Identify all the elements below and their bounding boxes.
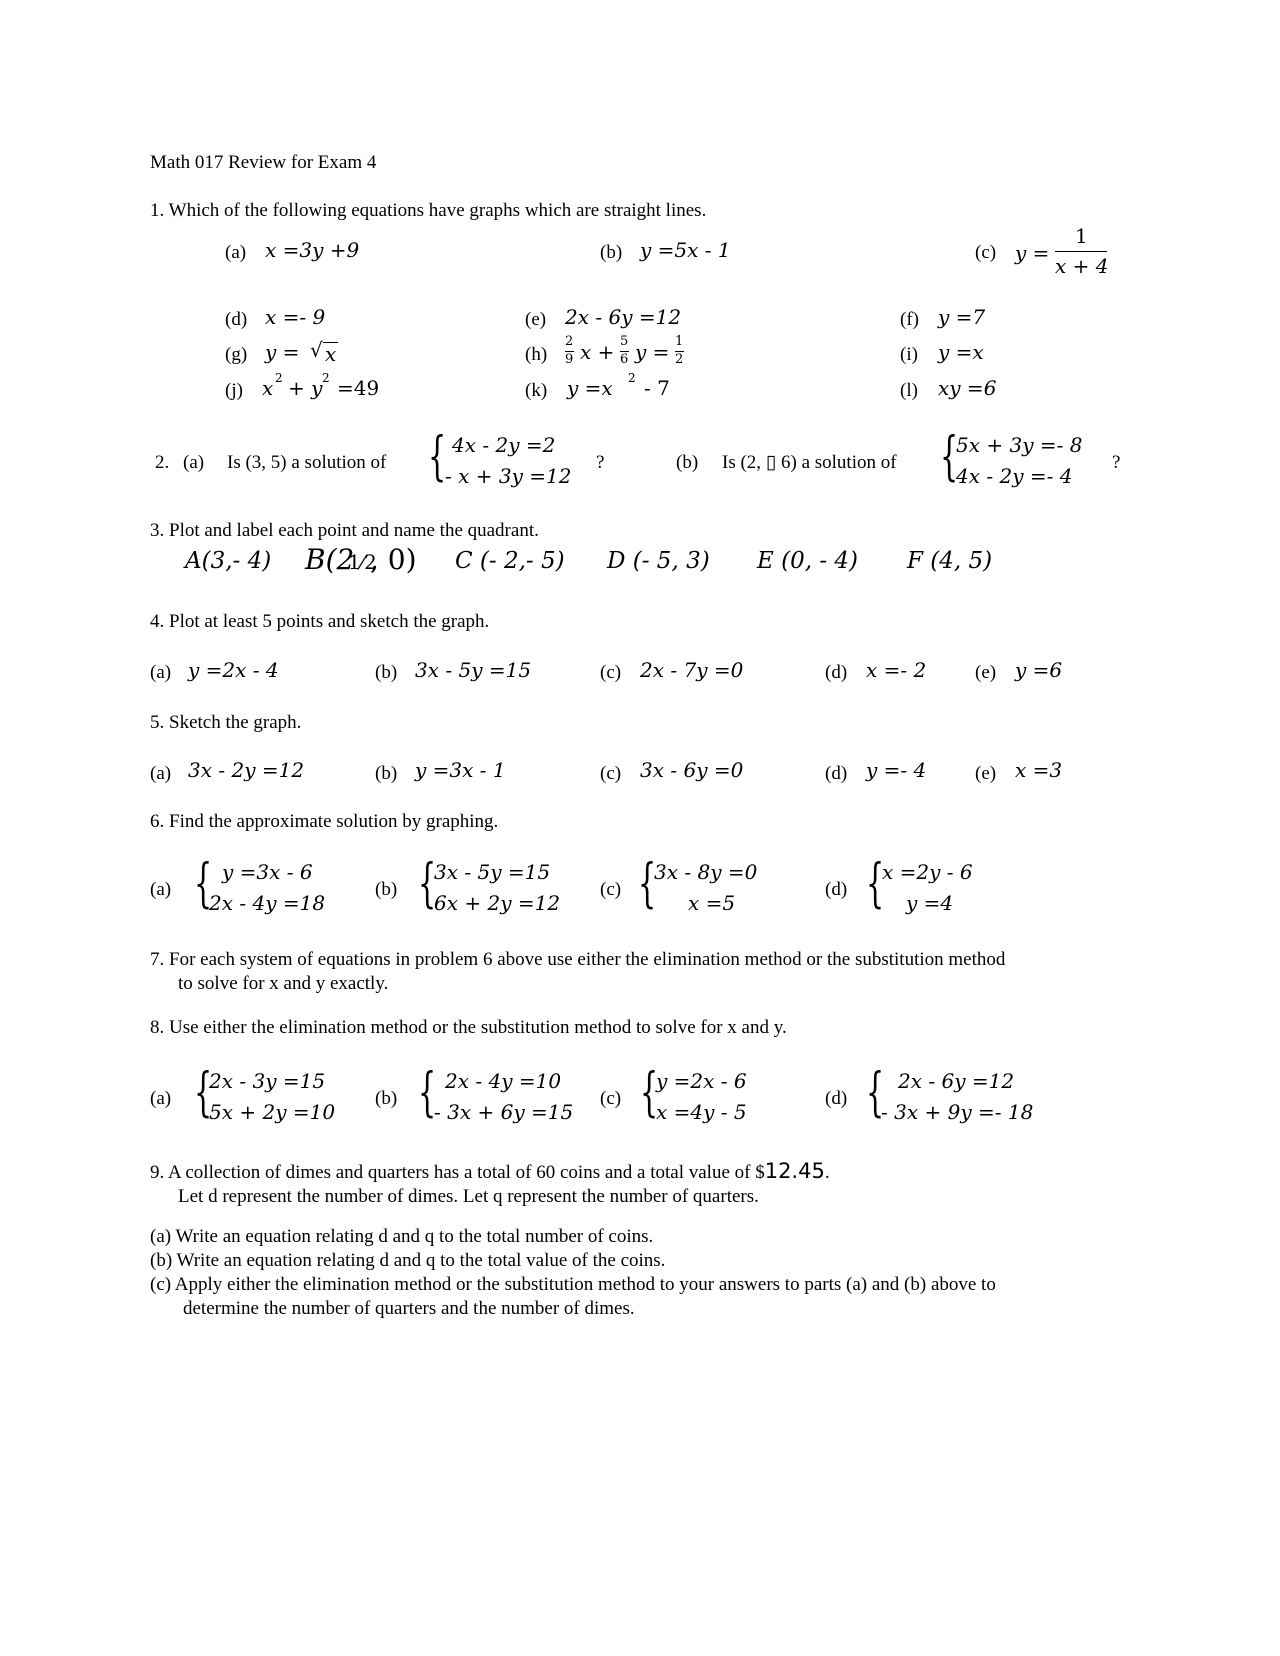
q5-b-equation: y =3x - 1: [415, 758, 506, 782]
question-9-line-2: Let d represent the number of dimes. Let q represent the number of quarters.: [178, 1186, 759, 1207]
question-6-prompt: 6. Find the approximate solution by graphing.: [150, 811, 499, 832]
q4-e-equation: y =6: [1015, 658, 1063, 682]
q1-a-label: (a): [225, 242, 247, 263]
q9-part-a: (a) Write an equation relating d and q to the total number of coins.: [150, 1226, 654, 1247]
q1-i-label: (i): [900, 344, 918, 365]
q1-c-denominator: x + 4: [1055, 254, 1109, 278]
q8-d-brace: {: [866, 1063, 885, 1123]
q1-h-d1: 9: [565, 352, 574, 367]
q4-e-label: (e): [975, 662, 997, 683]
q1-g-label: (g): [225, 344, 248, 365]
q6-c-eq1: 3x - 8y =0: [654, 860, 758, 884]
q1-h-label: (h): [525, 344, 548, 365]
q1-h-n2: 5: [620, 334, 629, 349]
q1-j-label: (j): [225, 380, 243, 401]
q2-a-eq2: - x + 3y =12: [445, 464, 572, 488]
q8-a-eq1: 2x - 3y =15: [209, 1069, 326, 1093]
q4-b-label: (b): [375, 662, 398, 683]
q3-point-B-fraction: 1⁄2: [348, 550, 377, 574]
q4-c-label: (c): [600, 662, 622, 683]
q1-c-numerator: 1: [1075, 224, 1088, 248]
q6-b-label: (b): [375, 879, 398, 900]
q8-d-eq2: - 3x + 9y =- 18: [881, 1100, 1034, 1124]
q5-e-label: (e): [975, 763, 997, 784]
q8-c-brace: {: [640, 1063, 659, 1123]
question-9-value: 12.45: [764, 1159, 825, 1183]
q2-a-question-mark: ?: [596, 452, 605, 473]
fraction-bar: [1055, 251, 1107, 252]
q1-f-equation: y =7: [938, 305, 986, 329]
q1-h-d3: 2: [675, 352, 684, 367]
q1-d-equation: x =- 9: [265, 305, 326, 329]
q2-a-label: (a): [183, 452, 205, 473]
q1-b-label: (b): [600, 242, 623, 263]
q1-h-fraction-1: [565, 335, 575, 369]
q1-h-fraction-3: [675, 335, 685, 369]
q1-j-part3: =49: [337, 376, 380, 400]
q3-point-F: F (4, 5): [907, 548, 993, 574]
q8-b-eq1: 2x - 4y =10: [445, 1069, 562, 1093]
q1-b-equation: y =5x - 1: [640, 238, 731, 262]
q4-c-equation: 2x - 7y =0: [640, 658, 744, 682]
q3-point-B-end: , 0): [370, 543, 417, 576]
question-3-prompt: 3. Plot and label each point and name the quadrant.: [150, 520, 539, 541]
q3-point-A: A(3,- 4): [185, 548, 272, 574]
q6-d-eq1: x =2y - 6: [882, 860, 973, 884]
q1-h-n3: 1: [675, 334, 684, 349]
q5-b-label: (b): [375, 763, 398, 784]
question-7-line-1: 7. For each system of equations in problem 6 above use either the elimination method or the substitution method: [150, 949, 1006, 970]
q1-k-part1: y =x: [567, 376, 613, 400]
q1-g-radicand: x: [325, 342, 337, 366]
q6-c-label: (c): [600, 879, 622, 900]
q1-h-mid2: y =: [635, 340, 670, 364]
q2-b-question-mark: ?: [1112, 452, 1121, 473]
question-1-prompt: 1. Which of the following equations have graphs which are straight lines.: [150, 200, 707, 221]
q6-d-label: (d): [825, 879, 848, 900]
q8-c-eq2: x =4y - 5: [656, 1100, 747, 1124]
q3-point-E: E (0, - 4): [757, 548, 859, 574]
q1-k-label: (k): [525, 380, 548, 401]
q1-l-label: (l): [900, 380, 918, 401]
q1-l-equation: xy =6: [938, 376, 997, 400]
q6-d-brace: {: [866, 854, 885, 914]
question-9-line-1: [150, 1161, 830, 1182]
question-4-prompt: 4. Plot at least 5 points and sketch the graph.: [150, 611, 490, 632]
q6-c-brace: {: [638, 854, 657, 914]
q5-a-equation: 3x - 2y =12: [188, 758, 305, 782]
q2-b-eq2: 4x - 2y =- 4: [956, 464, 1073, 488]
q9-part-b: (b) Write an equation relating d and q to the total value of the coins.: [150, 1250, 666, 1271]
q8-c-label: (c): [600, 1088, 622, 1109]
q1-c-label: (c): [975, 242, 997, 263]
q8-d-eq1: 2x - 6y =12: [898, 1069, 1015, 1093]
q1-f-label: (f): [900, 309, 919, 330]
q1-j-sup1: 2: [275, 371, 283, 385]
q1-c-lhs: y =: [1015, 241, 1050, 265]
q9-part-c-line-2: determine the number of quarters and the number of dimes.: [183, 1298, 635, 1319]
q1-k-part2: - 7: [644, 376, 670, 400]
q3-point-B: B(2: [305, 543, 355, 576]
q8-a-eq2: 5x + 2y =10: [209, 1100, 336, 1124]
q6-b-eq2: 6x + 2y =12: [434, 891, 561, 915]
q1-j-part1: x: [262, 376, 274, 400]
q5-a-label: (a): [150, 763, 172, 784]
q8-b-eq2: - 3x + 6y =15: [434, 1100, 574, 1124]
q4-a-label: (a): [150, 662, 172, 683]
q9-part-c-line-1: (c) Apply either the elimination method or the substitution method to your answers to parts (a) and (b) above to: [150, 1274, 996, 1295]
q2-a-eq1: 4x - 2y =2: [452, 433, 556, 457]
q6-a-eq1: y =3x - 6: [222, 860, 313, 884]
q4-a-equation: y =2x - 4: [188, 658, 279, 682]
q3-point-C: C (- 2,- 5): [455, 548, 565, 574]
q1-d-label: (d): [225, 309, 248, 330]
q5-c-label: (c): [600, 763, 622, 784]
q4-d-label: (d): [825, 662, 848, 683]
q6-d-eq2: y =4: [906, 891, 954, 915]
q1-k-sup: 2: [628, 371, 636, 385]
q6-c-eq2: x =5: [688, 891, 736, 915]
q5-d-label: (d): [825, 763, 848, 784]
q8-c-eq1: y =2x - 6: [656, 1069, 747, 1093]
question-8-prompt: 8. Use either the elimination method or the substitution method to solve for x and y.: [150, 1017, 787, 1038]
question-9-text: 9. A collection of dimes and quarters has a total of 60 coins and a total value of $: [150, 1162, 765, 1183]
q1-i-equation: y =x: [938, 340, 984, 364]
q1-c-fraction: [1055, 226, 1107, 278]
q5-d-equation: y =- 4: [866, 758, 927, 782]
question-9-period: .: [824, 1162, 830, 1183]
q5-e-equation: x =3: [1015, 758, 1063, 782]
q2-a-text: Is (3, 5) a solution of: [227, 452, 387, 473]
q6-a-label: (a): [150, 879, 172, 900]
q1-h-fraction-2: [620, 335, 630, 369]
q2-b-label: (b): [676, 452, 699, 473]
q1-e-label: (e): [525, 309, 547, 330]
q8-b-brace: {: [418, 1063, 437, 1123]
q8-b-label: (b): [375, 1088, 398, 1109]
question-5-prompt: 5. Sketch the graph.: [150, 712, 302, 733]
q2-b-brace: {: [940, 427, 959, 487]
page-title: Math 017 Review for Exam 4: [150, 152, 377, 173]
q1-g-lhs: y =: [265, 340, 300, 364]
q3-point-D: D (- 5, 3): [607, 548, 710, 574]
q6-a-eq2: 2x - 4y =18: [209, 891, 326, 915]
q4-b-equation: 3x - 5y =15: [415, 658, 532, 682]
q5-c-equation: 3x - 6y =0: [640, 758, 744, 782]
q2-b-eq1: 5x + 3y =- 8: [956, 433, 1083, 457]
q1-e-equation: 2x - 6y =12: [565, 305, 682, 329]
question-7-line-2: to solve for x and y exactly.: [178, 973, 389, 994]
q6-b-brace: {: [418, 854, 437, 914]
q2-b-text: Is (2, ▯ 6) a solution of: [722, 452, 897, 473]
q6-b-eq1: 3x - 5y =15: [434, 860, 551, 884]
q8-a-brace: {: [194, 1063, 213, 1123]
q1-h-d2: 6: [620, 352, 629, 367]
q8-a-label: (a): [150, 1088, 172, 1109]
q1-j-sup2: 2: [322, 371, 330, 385]
q1-g-radical: √: [310, 338, 323, 362]
q1-h-mid: x +: [580, 340, 615, 364]
question-2-number: 2.: [155, 452, 170, 473]
q4-d-equation: x =- 2: [866, 658, 927, 682]
q1-h-n1: 2: [565, 334, 574, 349]
q1-j-part2: + y: [288, 376, 323, 400]
q1-a-equation: x =3y +9: [265, 238, 360, 262]
q8-d-label: (d): [825, 1088, 848, 1109]
q2-a-brace: {: [428, 427, 447, 487]
q6-a-brace: {: [194, 854, 213, 914]
